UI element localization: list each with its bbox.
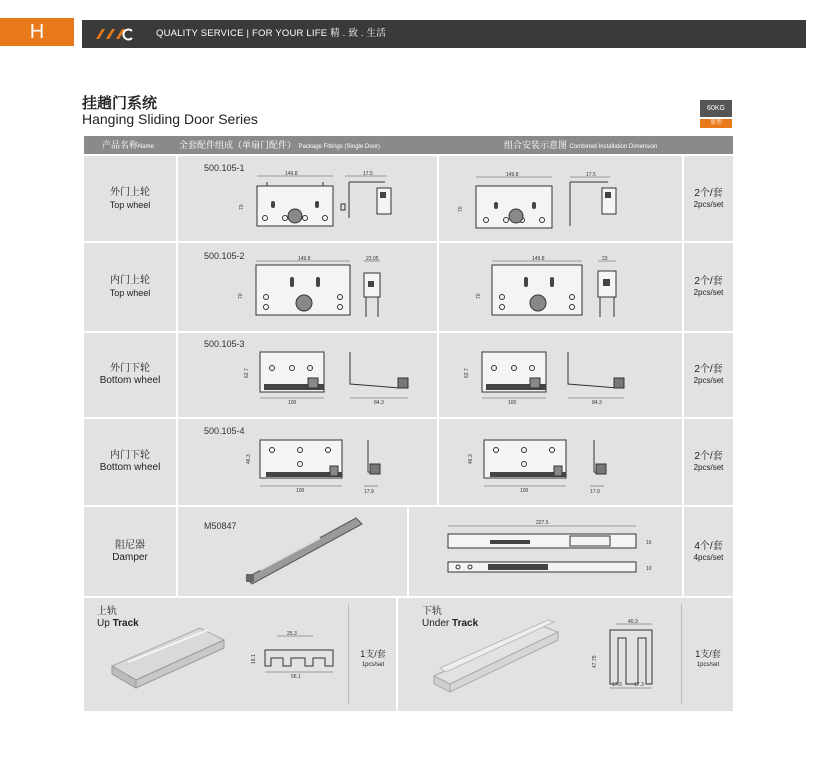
svg-text:17.9: 17.9 — [590, 489, 600, 495]
svg-text:70: 70 — [238, 293, 244, 299]
under-track-image — [430, 620, 570, 695]
svg-text:17.3: 17.3 — [612, 682, 622, 688]
top-wheel-inner-combined-drawing — [478, 255, 648, 327]
header-combined: 组合安装示意图 Combined Installation Dimension — [504, 140, 658, 150]
svg-text:70: 70 — [458, 206, 464, 212]
bottom-wheel-inner-drawing — [246, 436, 402, 496]
page-title-en: Hanging Sliding Door Series — [82, 111, 258, 127]
bottom-wheel-outer-combined-drawing — [464, 348, 640, 410]
row-qty: 2个/套 2pcs/set — [684, 243, 733, 331]
svg-text:70: 70 — [239, 204, 245, 210]
part-code: 500.105-2 — [204, 251, 245, 261]
svg-text:47.75: 47.75 — [592, 655, 598, 668]
row-qty: 2个/套 2pcs/set — [684, 419, 733, 505]
svg-text:62.7: 62.7 — [464, 368, 470, 378]
damper-drawing — [240, 512, 370, 592]
section-tab: H — [0, 18, 74, 46]
svg-text:100: 100 — [288, 400, 297, 406]
bottom-wheel-inner-combined-drawing — [468, 436, 634, 496]
svg-text:23.05: 23.05 — [366, 256, 379, 262]
part-code: 500.105-3 — [204, 339, 245, 349]
svg-text:149.8: 149.8 — [532, 256, 545, 262]
load-weight: 60KG — [700, 100, 732, 117]
svg-text:100: 100 — [508, 400, 517, 406]
svg-text:17.9: 17.9 — [364, 489, 374, 495]
brand-slogan: QUALITY SERVICE | FOR YOUR LIFE 精 . 致 . 生活 — [156, 28, 386, 39]
top-wheel-inner-drawing — [240, 255, 430, 327]
svg-text:25.3: 25.3 — [287, 631, 297, 637]
svg-text:19.1: 19.1 — [251, 654, 257, 664]
svg-text:149.8: 149.8 — [285, 171, 298, 177]
svg-text:84.3: 84.3 — [592, 400, 602, 406]
top-wheel-outer-combined-drawing — [458, 168, 642, 236]
top-wheel-outer-drawing — [239, 168, 425, 236]
page-title-cn: 挂趟门系统 — [82, 95, 158, 112]
under-track-label: 下轨 Under Track — [422, 606, 479, 629]
up-track-label: 上轨 Up Track — [97, 606, 139, 629]
svg-text:100: 100 — [296, 488, 305, 494]
svg-text:70: 70 — [476, 293, 482, 299]
up-track-section-drawing — [251, 630, 345, 685]
part-code: 500.105-4 — [204, 426, 245, 436]
svg-text:17.5: 17.5 — [586, 172, 596, 178]
svg-text:227.5: 227.5 — [536, 520, 549, 526]
row-name-bottom-wheel-outer: 外门下轮 Bottom wheel — [84, 333, 176, 417]
part-code: M50847 — [204, 521, 237, 531]
svg-text:149.8: 149.8 — [298, 256, 311, 262]
damper-combined-drawing — [440, 518, 660, 588]
part-code: 500.105-1 — [204, 163, 245, 173]
brand-logo-icon — [92, 24, 150, 44]
header-package: 全套配件组成（单扇门配件） Package Fittings (Single Door) — [179, 140, 380, 150]
svg-text:56.1: 56.1 — [291, 674, 301, 680]
svg-text:46.3: 46.3 — [468, 454, 474, 464]
svg-text:46.3: 46.3 — [246, 454, 252, 464]
up-track-qty: 1支/套 1pcs/set — [360, 649, 386, 668]
svg-text:16: 16 — [646, 540, 652, 546]
up-track-image — [108, 622, 228, 692]
bottom-wheel-outer-drawing — [244, 348, 430, 410]
load-type: 重型 — [700, 119, 732, 128]
svg-text:10: 10 — [646, 566, 652, 572]
header-name: 产品名称Name — [102, 140, 155, 150]
svg-text:23: 23 — [602, 256, 608, 262]
row-qty: 2个/套 2pcs/set — [684, 333, 733, 417]
under-track-qty: 1支/套 1pcs/set — [695, 649, 721, 668]
row-name-top-wheel-outer: 外门上轮 Top wheel — [84, 156, 176, 241]
load-badge — [700, 100, 732, 128]
svg-text:84.3: 84.3 — [374, 400, 384, 406]
svg-text:40.3: 40.3 — [628, 619, 638, 625]
row-qty: 4个/套 4pcs/set — [684, 507, 733, 596]
brand-bar — [82, 20, 806, 48]
row-name-bottom-wheel-inner: 内门下轮 Bottom wheel — [84, 419, 176, 505]
row-qty: 2个/套 2pcs/set — [684, 156, 733, 241]
row-name-damper: 阻尼器 Damper — [84, 507, 176, 596]
table-header — [84, 136, 733, 154]
svg-text:62.7: 62.7 — [244, 368, 250, 378]
svg-text:100: 100 — [520, 488, 529, 494]
svg-text:17.5: 17.5 — [363, 171, 373, 177]
under-track-section-drawing — [590, 618, 670, 693]
svg-text:149.8: 149.8 — [506, 172, 519, 178]
row-name-top-wheel-inner: 内门上轮 Top wheel — [84, 243, 176, 331]
svg-text:17.3: 17.3 — [634, 682, 644, 688]
